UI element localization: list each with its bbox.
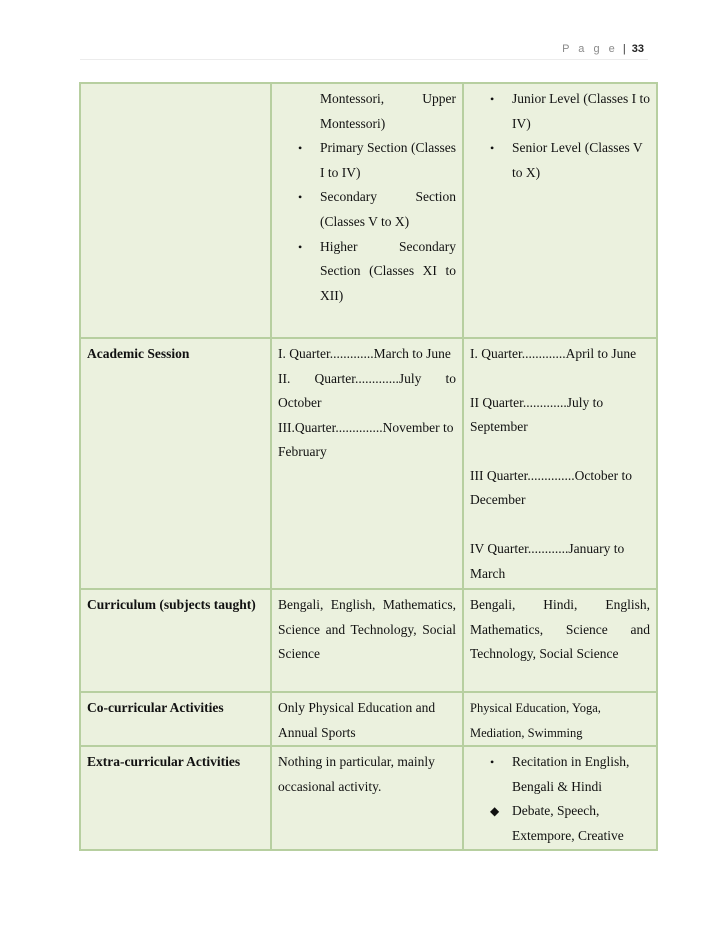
list-item: ◆ Debate, Speech, Extempore, Creative [470, 799, 650, 848]
quarter-item: I. Quarter.............April to June [470, 346, 637, 361]
session-col2-cell [271, 338, 463, 589]
list-item: • Higher Secondary Section (Classes XI to XII) [278, 235, 456, 309]
curriculum-col3: Bengali, Hindi, English, Mathematics, Science and Technology, Social Science [463, 589, 657, 692]
quarter-item: II Quarter.............July to September [470, 394, 604, 435]
list-item: • Junior Level (Classes I to IV) [470, 87, 650, 136]
curriculum-label: Curriculum (subjects taught) [80, 589, 271, 692]
list-item: • Senior Level (Classes V to X) [470, 136, 650, 185]
curriculum-col2: Bengali, English, Mathematics, Science and Technology, Social Science [271, 589, 463, 692]
bullet-icon: • [490, 755, 495, 770]
quarter-item: III Quarter..............October to December [470, 467, 632, 508]
levels-col2-cell [271, 83, 463, 338]
table-row-levels [80, 83, 657, 338]
table-row-extracurricular [80, 746, 657, 849]
table-row-session [80, 338, 657, 589]
quarter-item: IV Quarter............January to March [470, 540, 625, 581]
bullet-icon: • [490, 92, 495, 106]
cocurricular-col3: Physical Education, Yoga, Mediation, Swimming [463, 692, 657, 746]
quarter-item: I. Quarter.............March to June [278, 346, 451, 361]
bullet-icon: • [490, 141, 495, 156]
page-header [562, 43, 644, 55]
extracurricular-col2: Nothing in particular, mainly occasional activity. [271, 746, 463, 849]
comparison-table [79, 82, 658, 851]
diamond-bullet-icon: ◆ [490, 804, 500, 819]
quarter-item: II. Quarter.............July to October [278, 370, 456, 411]
list-item: • Recitation in English, Bengali & Hindi [470, 750, 650, 799]
header-rule [80, 59, 648, 60]
list-item: Montessori, Upper Montessori) [320, 91, 456, 131]
extracurricular-label: Extra-curricular Activities [80, 746, 271, 849]
table-row-cocurricular [80, 692, 657, 746]
list-item: • Secondary Section (Classes V to X) [278, 185, 456, 234]
list-item: • Primary Section (Classes I to IV) [278, 136, 456, 185]
page-number: 33 [631, 43, 644, 55]
table-row-curriculum [80, 589, 657, 692]
session-col3-cell [463, 338, 657, 589]
page-separator: | [622, 43, 626, 55]
quarter-item: III.Quarter..............November to February [278, 419, 454, 460]
levels-label-cell [80, 83, 271, 338]
bullet-icon: • [298, 239, 303, 254]
session-label: Academic Session [80, 338, 271, 589]
bullet-icon: • [298, 190, 303, 205]
cocurricular-label: Co-curricular Activities [80, 692, 271, 746]
levels-col3-cell [463, 83, 657, 338]
page-label: P a g e [562, 43, 618, 55]
cocurricular-col2: Only Physical Education and Annual Sports [271, 692, 463, 746]
bullet-icon: • [298, 141, 303, 156]
extracurricular-col3-cell [463, 746, 657, 849]
